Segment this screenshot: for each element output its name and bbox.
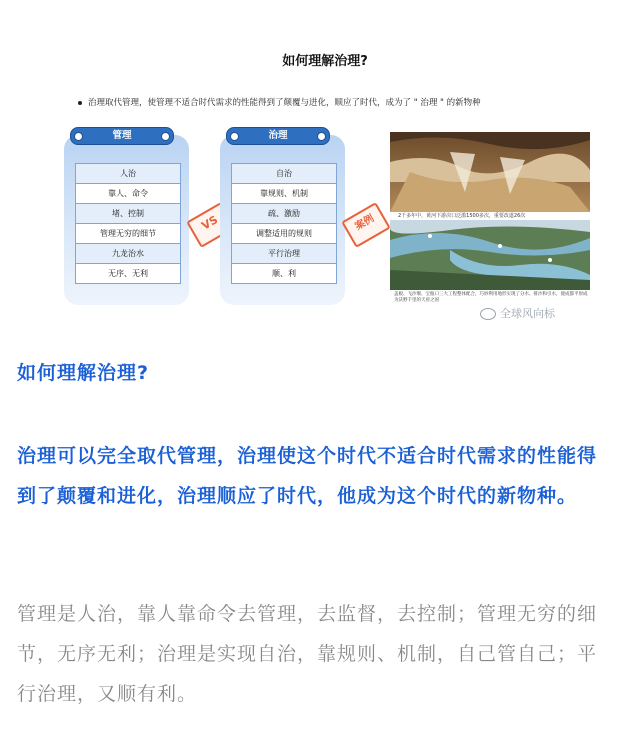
governance-row: 顺、利 [272,269,296,278]
slide-bullet-text: 治理取代管理，使管理不适合时代需求的性能得到了颠覆与进化，顺应了时代，成为了 " 治理 " 的新物种 [88,98,481,108]
case-stamp: 案例 [341,202,391,248]
slide-title: 如何理解治理? [282,54,368,69]
governance-row: 自治 [232,164,336,184]
watermark-text: 全球风向标 [500,307,555,320]
governance-row: 调整适用的规则 [232,224,336,244]
article-heading: 如何理解治理? [17,362,150,384]
panel-knob-icon [74,132,83,141]
management-row: 人治 [76,164,180,184]
vs-stamp: VS [186,202,236,248]
governance-row: 疏、激励 [232,204,336,224]
governance-row: 平行治理 [232,244,336,264]
management-row: 堵、控制 [76,204,180,224]
panel-knob-icon [230,132,239,141]
article-lead-paragraph: 治理可以完全取代管理，治理使这个时代不适合时代需求的性能得到了颠覆和进化，治理顺应了时代，他成为这个时代的新物种。 [17,445,598,507]
management-row: 靠人、命令 [76,184,180,204]
management-row: 九龙治水 [76,244,180,264]
panel-knob-icon [161,132,170,141]
governance-panel-title: 治理 [268,130,288,141]
management-rows [75,163,181,284]
management-panel [64,130,189,305]
waterfall-photo [390,132,590,212]
slide-image [60,40,590,340]
irrigation-map-photo [390,220,590,290]
governance-panel-header [226,127,330,145]
governance-rows [231,163,337,284]
bullet-dot-icon [78,101,82,105]
article-body-paragraph: 管理是人治，靠人靠命令去管理，去监督，去控制；管理无穷的细节，无序无利；治理是实现自治，靠规则、机制，自己管自己；平行治理，又顺有利。 [17,603,598,705]
management-panel-header [70,127,174,145]
wechat-icon [480,308,496,320]
slide-bullet [78,96,481,108]
photo-caption-bottom: 盖板、飞沙堰、宝瓶口三大工程整体配合，巧妙利用地形实现了分水、排沙和引水，使成都平原成为沃野千里的天府之国 [394,292,588,302]
case-photos [390,132,590,302]
management-row: 管理无穷的细节 [76,224,180,244]
governance-row: 靠规则、机制 [232,184,336,204]
management-panel-title: 管理 [112,130,132,141]
management-row: 无序、无利 [108,269,148,278]
watermark [480,305,555,321]
photo-caption-top: 2千多年中，黄河下游决口泛滥1500多次，重要改道26次 [398,213,526,219]
governance-panel [220,130,345,305]
panel-knob-icon [317,132,326,141]
